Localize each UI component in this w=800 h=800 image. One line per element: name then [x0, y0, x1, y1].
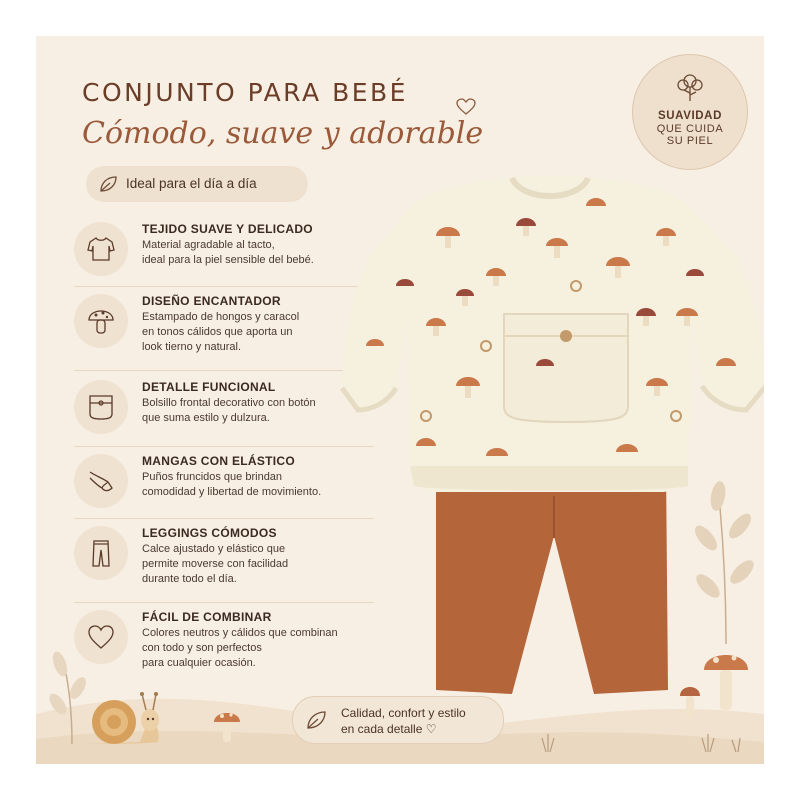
feature-description: Calce ajustado y elástico que permite moverse con facilidad durante todo el día. — [142, 543, 289, 585]
feature-description: Estampado de hongos y caracol en tonos cálidos que aporta un look tierno y natural. — [142, 311, 300, 353]
tagline-pill — [86, 166, 308, 202]
pocket-icon — [86, 392, 116, 422]
page-title: CONJUNTO PARA BEBÉ — [82, 78, 408, 107]
divider — [74, 286, 374, 287]
leggings-image — [436, 466, 668, 694]
grass-decoration — [536, 724, 756, 754]
divider — [74, 446, 374, 447]
badge-line-1: SUAVIDAD — [657, 110, 722, 122]
quality-pill-text: Calidad, confort y estilo en cada detalle ♡ — [341, 706, 466, 736]
divider — [74, 370, 374, 371]
feature-title: LEGGINGS CÓMODOS — [142, 526, 277, 540]
feature-title: DETALLE FUNCIONAL — [142, 380, 276, 394]
divider — [74, 518, 374, 519]
feature-title: FÁCIL DE COMBINAR — [142, 610, 272, 624]
feature-title: TEJIDO SUAVE Y DELICADO — [142, 222, 313, 236]
heart-icon — [86, 622, 116, 652]
badge-line-3: SU PIEL — [666, 135, 714, 147]
feature-title: DISEÑO ENCANTADOR — [142, 294, 281, 308]
leaf-icon — [98, 175, 118, 193]
feature-description: Puños fruncidos que brindan comodidad y libertad de movimiento. — [142, 471, 322, 498]
leggings-icon — [86, 538, 116, 568]
sweater-image — [342, 176, 764, 492]
cotton-flower-icon — [672, 71, 708, 103]
feature-description: Colores neutros y cálidos que combinan con todo y son perfectos para cualquier ocasión. — [142, 627, 338, 669]
leaf-icon — [305, 710, 327, 730]
sweater-icon — [86, 234, 116, 264]
tagline-text: Ideal para el día a día — [126, 176, 257, 191]
sleeve-cuff-icon — [86, 466, 116, 496]
outfit-product-image — [336, 166, 764, 706]
snail-illustration — [80, 686, 164, 750]
product-infographic — [36, 36, 764, 764]
heart-outline-icon — [456, 98, 476, 116]
feature-description: Material agradable al tacto, ideal para la piel sensible del bebé. — [142, 239, 314, 266]
quality-pill — [292, 696, 504, 744]
page-subtitle: Cómodo, suave y adorable — [82, 116, 484, 151]
badge-line-2: QUE CUIDA — [656, 123, 724, 135]
softness-badge — [632, 54, 748, 170]
feature-title: MANGAS CON ELÁSTICO — [142, 454, 296, 468]
divider — [74, 602, 374, 603]
feature-description: Bolsillo frontal decorativo con botón que suma estilo y dulzura. — [142, 397, 316, 424]
mushroom-small-decoration — [212, 706, 242, 746]
mushroom-icon — [86, 306, 116, 336]
